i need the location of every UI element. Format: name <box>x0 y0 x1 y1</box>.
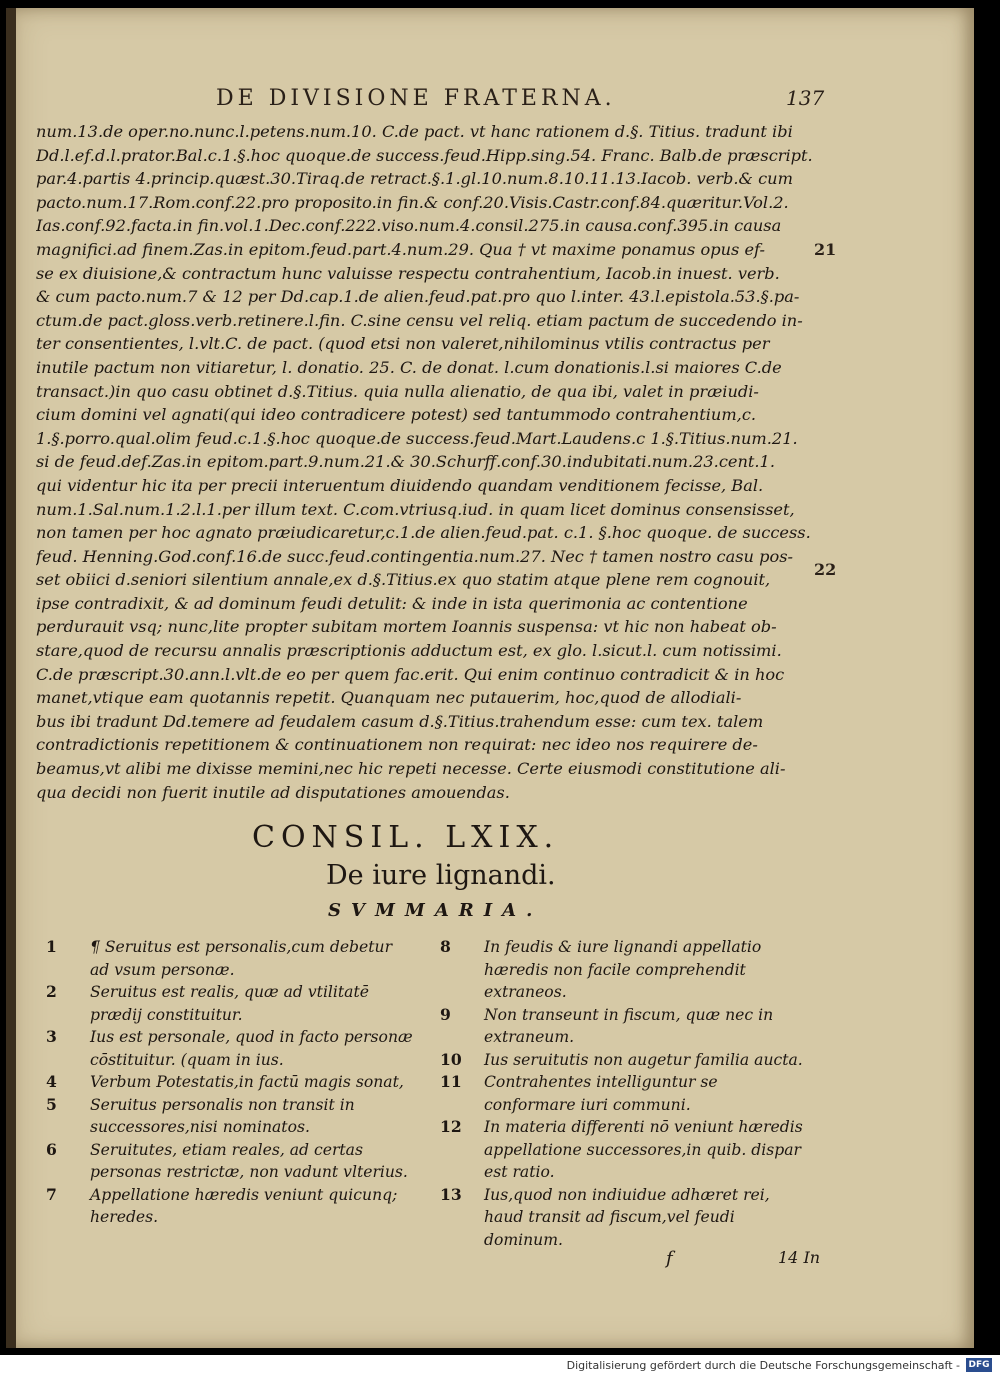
signature-mark: f <box>666 1248 673 1269</box>
text-line: par.4.partis 4.princip.quæst.30.Tiraq.de retract.§.1.gl.10.num.8.10.11.13.Iacob. verb.& cum <box>36 169 793 189</box>
summary-number: 4 <box>46 1072 57 1091</box>
summary-number: 12 <box>440 1117 462 1136</box>
summary-entry <box>440 936 810 1004</box>
book-page <box>6 8 974 1348</box>
summary-entry <box>46 936 416 981</box>
section-title: De iure lignandi. <box>326 860 556 891</box>
text-line: num.13.de oper.no.nunc.l.petens.num.10. C.de pact. vt hanc rationem d.§. Titius. tradunt ibi <box>36 122 793 141</box>
catchword: 14 In <box>778 1248 821 1267</box>
summary-text: Seruitus est realis, quæ ad vtilitatē prædij constituitur. <box>90 983 369 1024</box>
summary-entry <box>440 1184 810 1252</box>
text-line: si de feud.def.Zas.in epitom.part.9.num.21.& 30.Schurff.conf.30.indubitati.num.23.cent.1. <box>36 452 775 472</box>
text-line: & cum pacto.num.7 & 12 per Dd.cap.1.de alien.feud.pat.pro quo l.inter. 43.l.epistola.53.§.pa- <box>36 287 800 307</box>
text-line: manet,vtique eam quotannis repetit. Quanquam nec putauerim, hoc,quod de allodiali- <box>36 688 742 708</box>
text-line: contradictionis repetitionem & continuationem non requirat: nec ideo nos requirere de- <box>36 735 758 755</box>
text-line: Dd.l.ef.d.l.prator.Bal.c.1.§.hoc quoque.de success.feud.Hipp.sing.54. Franc. Balb.de præscript. <box>36 145 813 165</box>
running-header: DE DIVISIONE FRATERNA. <box>216 86 616 111</box>
summary-text: Seruitutes, etiam reales, ad certas personas restrictæ, non vadunt vlterius. <box>90 1140 408 1181</box>
text-line: feud. Henning.God.conf.16.de succ.feud.contingentia.num.27. Nec † tamen nostro casu pos- <box>36 546 794 566</box>
text-line: qua decidi non fuerit inutile ad disputationes amouendas. <box>36 782 510 802</box>
summary-entry <box>46 981 416 1026</box>
margin-number: 21 <box>814 240 837 259</box>
text-line: qui videntur hic ita per precii interuentum diuidendo quandam venditionem fecisse, Bal. <box>36 475 764 495</box>
summary-text: In feudis & iure lignandi appellatio hæredis non facile comprehendit extraneos. <box>484 938 762 1001</box>
summary-entry <box>46 1071 416 1094</box>
summary-entry <box>46 1139 416 1184</box>
dfg-logo: DFG <box>966 1358 992 1372</box>
summary-number: 2 <box>46 982 57 1001</box>
summary-text: Appellatione hæredis veniunt quicunq; heredes. <box>90 1185 398 1226</box>
text-line: non tamen per hoc agnato præiudicaretur,c.1.de alien.feud.pat. c.1. §.hoc quoque. de success. <box>36 523 811 543</box>
summary-entry <box>440 1049 810 1072</box>
text-line: pacto.num.17.Rom.conf.22.pro proposito.in fin.& conf.20.Visis.Castr.conf.84.quæritur.Vol.2. <box>36 192 789 212</box>
summary-entry <box>46 1184 416 1229</box>
margin-number: 22 <box>814 560 837 579</box>
text-line: set obiici d.seniori silentium annale,ex d.§.Titius.ex quo statim atque plene rem cognouit, <box>36 570 771 590</box>
text-line: bus ibi tradunt Dd.temere ad feudalem casum d.§.Titius.trahendum esse: cum tex. talem <box>36 711 764 731</box>
text-line: transact.)in quo casu obtinet d.§.Titius. quia nulla alienatio, de qua ibi, valet in præiudi- <box>36 381 759 401</box>
summaria-left-column <box>46 936 416 1229</box>
summary-number: 9 <box>440 1004 451 1024</box>
text-line: cium domini vel agnati(qui ideo contradicere potest) sed tantummodo contrahentium,c. <box>36 405 757 425</box>
summary-number: 5 <box>46 1094 57 1114</box>
summary-text: Non transeunt in fiscum, quæ nec in extraneum. <box>484 1005 774 1046</box>
text-line: stare,quod de recursu annalis præscriptionis adductum est, ex glo. l.sicut.l. cum notissimi. <box>36 641 782 661</box>
text-line: ipse contradixit, & ad dominum feudi detulit: & inde in ista querimonia ac contentione <box>36 593 748 613</box>
text-line: ctum.de pact.gloss.verb.retinere.l.fin. C.sine censu vel reliq. etiam pactum de succedendo in- <box>36 310 803 330</box>
text-line: beamus,vt alibi me dixisse memini,nec hic repeti necesse. Certe eiusmodi constitutione ali- <box>36 759 786 779</box>
summary-number: 8 <box>440 937 451 956</box>
summary-number: 7 <box>46 1184 57 1204</box>
summary-text: Contrahentes intelliguntur se conformare iuri communi. <box>484 1073 718 1114</box>
summary-text: In materia differenti nō veniunt hæredis appellatione successores,in quib. dispar est ratio. <box>484 1118 803 1181</box>
footer-credit: Digitalisierung gefördert durch die Deutsche Forschungsgemeinschaft - <box>566 1359 960 1372</box>
text-line: inutile pactum non vitiaretur, l. donatio. 25. C. de donat. l.cum donationis.l.si maiores C.de <box>36 357 782 377</box>
summary-number: 11 <box>440 1072 462 1091</box>
summary-number: 13 <box>440 1184 462 1204</box>
page-number: 137 <box>786 86 825 110</box>
summary-number: 6 <box>46 1139 57 1159</box>
text-line: perdurauit vsq; nunc,lite propter subitam mortem Ioannis suspensa: vt hic non habeat ob- <box>36 617 777 637</box>
summaria-right-column <box>440 936 810 1251</box>
text-line: Ias.conf.92.facta.in fin.vol.1.Dec.conf.222.viso.num.4.consil.275.in causa.conf.395.in causa <box>36 216 782 236</box>
summary-text: Ius est personale, quod in facto personæ cōstituitur. (quam in ius. <box>90 1028 413 1069</box>
consil-title: CONSIL. LXIX. <box>252 820 560 855</box>
text-line: magnifici.ad finem.Zas.in epitom.feud.part.4.num.29. Qua † vt maxime ponamus opus ef- <box>36 239 765 259</box>
summary-text: Ius seruitutis non augetur familia aucta. <box>484 1050 803 1069</box>
summary-text: Verbum Potestatis,in factū magis sonat, <box>90 1073 404 1091</box>
summary-text: Ius,quod non indiuidue adhæret rei, haud transit ad fiscum,vel feudi dominum. <box>484 1185 770 1249</box>
text-line: se ex diuisione,& contractum hunc valuisse respectu contrahentium, Iacob.in inuest. verb. <box>36 263 780 283</box>
summary-text: Seruitus personalis non transit in successores,nisi nominatos. <box>90 1095 355 1136</box>
footer-bar <box>0 1355 1000 1376</box>
summary-entry <box>46 1026 416 1071</box>
summary-number: 3 <box>46 1027 57 1046</box>
summary-entry <box>440 1004 810 1049</box>
summary-entry <box>46 1094 416 1139</box>
text-line: 1.§.porro.qual.olim feud.c.1.§.hoc quoque.de success.feud.Mart.Laudens.c 1.§.Titius.num.21. <box>36 428 798 448</box>
summary-number: 10 <box>440 1049 462 1069</box>
summaria-heading: SVMMARIA. <box>328 900 543 921</box>
body-text <box>36 120 816 804</box>
text-line: ter consentientes, l.vlt.C. de pact. (quod etsi non valeret,nihilominus vtilis contractus per <box>36 334 770 354</box>
summary-entry <box>440 1116 810 1184</box>
summary-text: ¶ Seruitus est personalis,cum debetur ad vsum personæ. <box>90 938 393 979</box>
summary-entry <box>440 1071 810 1116</box>
text-line: num.1.Sal.num.1.2.l.1.per illum text. C.com.vtriusq.iud. in quam licet dominus consensisset, <box>36 499 795 519</box>
text-line: C.de præscript.30.ann.l.vlt.de eo per quem fac.erit. Qui enim continuo contradicit & in hoc <box>36 664 785 684</box>
summary-number: 1 <box>46 937 57 956</box>
